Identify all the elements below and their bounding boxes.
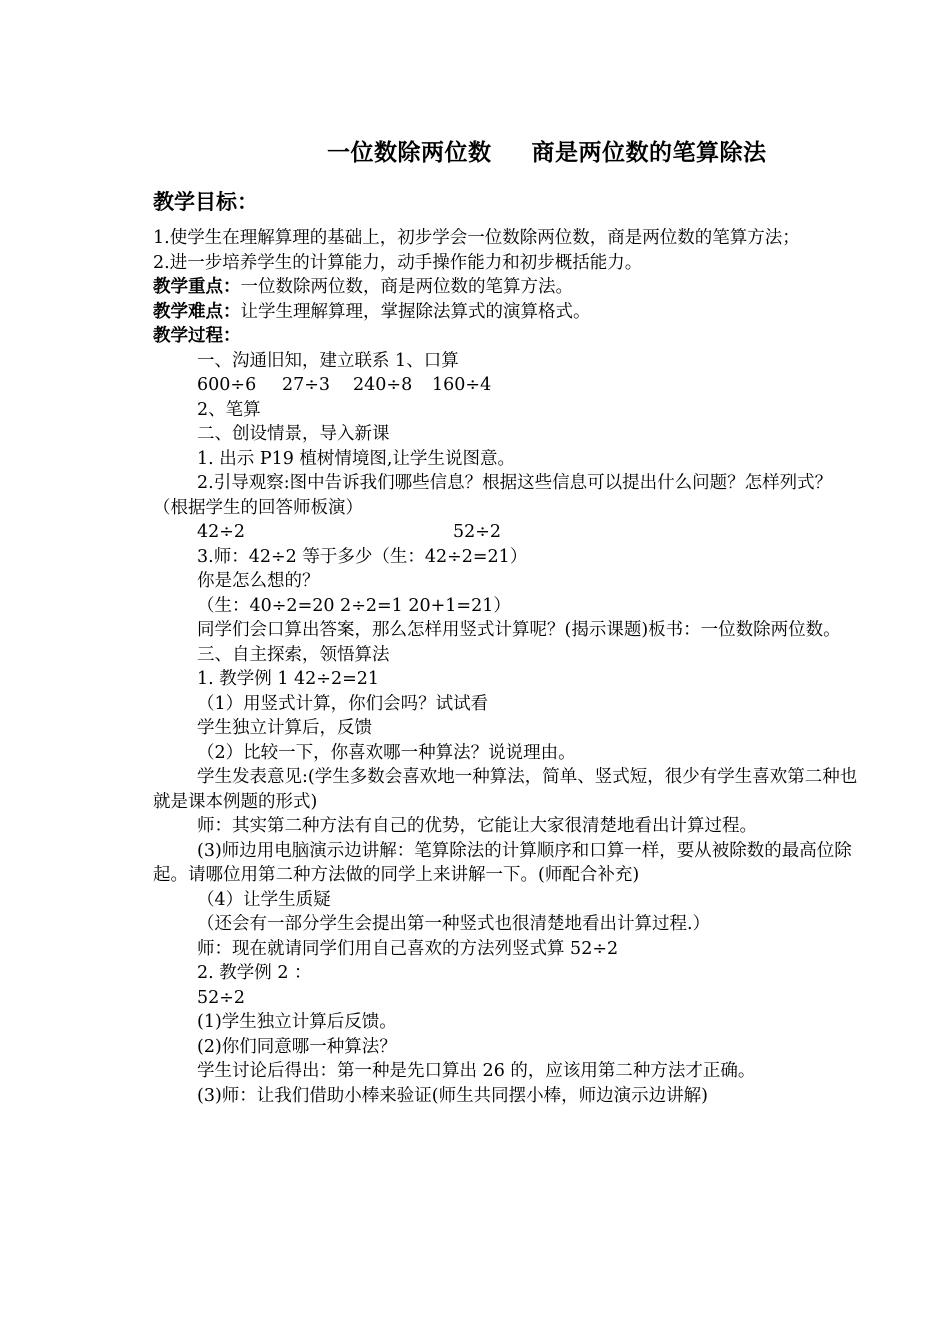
paragraph: （生：40÷2=20 2÷2=1 20+1=21） (197, 595, 511, 616)
oral-calc-row (153, 373, 865, 398)
title-part-1: 一位数除两位数 (327, 140, 492, 166)
difficulty (153, 300, 865, 325)
paragraph: 1. 教学例 1 42÷2=21 (197, 669, 380, 689)
paragraph: 你是怎么想的？ (197, 571, 320, 591)
paragraph: 师：其实第二种方法有自己的优势，它能让大家很清楚地看出计算过程。 (197, 816, 757, 836)
paragraph: (2)你们同意哪一种算法？ (197, 1036, 397, 1057)
example-row (153, 520, 865, 545)
oral-calc-item: 600÷6 (197, 375, 257, 395)
paragraph: (3)师：让我们借助小棒来验证(师生共同摆小棒，师边演示边讲解) (197, 1085, 708, 1106)
objective-1: 1.使学生在理解算理的基础上，初步学会一位数除两位数，商是两位数的笔算方法； (153, 228, 800, 248)
difficulty-label: 教学难点： (153, 301, 241, 322)
paragraph: （2）比较一下，你喜欢哪一种算法？说说理由。 (197, 742, 576, 763)
section-line: 1. 出示 P19 植树情境图,让学生说图意。 (197, 448, 515, 469)
section-line: 三、自主探索，领悟算法 (197, 644, 390, 665)
objectives-heading: 教学目标： (153, 190, 258, 214)
paragraph: （还会有一部分学生会提出第一种竖式也很清楚地看出计算过程.） (197, 914, 711, 934)
paragraph: 52÷2 (197, 987, 246, 1008)
oral-calc-item: 27÷3 (282, 375, 331, 395)
key-point-text: 一位数除两位数，商是两位数的笔算方法。 (240, 277, 573, 297)
paragraph: 同学们会口算出答案，那么怎样用竖式计算呢？(揭示课题)板书：一位数除两位数。 (197, 620, 841, 640)
objective-2: 2.进一步培养学生的计算能力，动手操作能力和初步概括能力。 (153, 252, 643, 273)
section-line: 二、创设情景，导入新课 (197, 424, 390, 444)
paragraph: 3.师：42÷2 等于多少（生：42÷2=21） (197, 546, 528, 567)
section-line: 一、沟通旧知，建立联系 1、口算 (197, 350, 459, 371)
section-line: 2、笔算 (197, 399, 261, 420)
paragraph: （4）让学生质疑 (197, 889, 331, 910)
oral-calc-item: 160÷4 (432, 375, 492, 395)
paragraph: (1)学生独立计算后反馈。 (197, 1012, 397, 1032)
title-part-2: 商是两位数的笔算除法 (531, 140, 767, 166)
paragraph: 学生独立计算后，反馈 (197, 718, 372, 738)
paragraph: （1）用竖式计算，你们会吗？试试看 (197, 693, 489, 714)
example-item: 42÷2 (197, 522, 246, 542)
section-line: 2. 教学例 2 ： (197, 963, 312, 983)
paragraph: 学生讨论后得出：第一种是先口算出 26 的，应该用第二种方法才正确。 (197, 1061, 756, 1081)
document-body (153, 226, 865, 1108)
paragraph: 学生发表意见:(学生多数会喜欢地一种算法，简单、竖式短，很少有学生喜欢第二种也就是课本例题的形式) (153, 767, 858, 812)
paragraph: 师：现在就请同学们用自己喜欢的方法列竖式算 52÷2 (197, 938, 619, 959)
paragraph: (3)师边用电脑演示边讲解：笔算除法的计算顺序和口算一样，要从被除数的最高位除起。请哪位用第二种方法做的同学上来讲解一下。(师配合补充) (153, 840, 852, 885)
example-item: 52÷2 (453, 522, 502, 542)
process-heading: 教学过程： (153, 326, 241, 346)
key-point-label: 教学重点： (153, 277, 241, 297)
paragraph: 2.引导观察:图中告诉我们哪些信息？根据这些信息可以提出什么问题？怎样列式？（根据学生的回答师板演） (153, 473, 833, 518)
page-title (327, 134, 767, 167)
oral-calc-item: 240÷8 (353, 375, 413, 395)
key-point (153, 275, 865, 300)
difficulty-text: 让学生理解算理，掌握除法算式的演算格式。 (240, 301, 591, 322)
